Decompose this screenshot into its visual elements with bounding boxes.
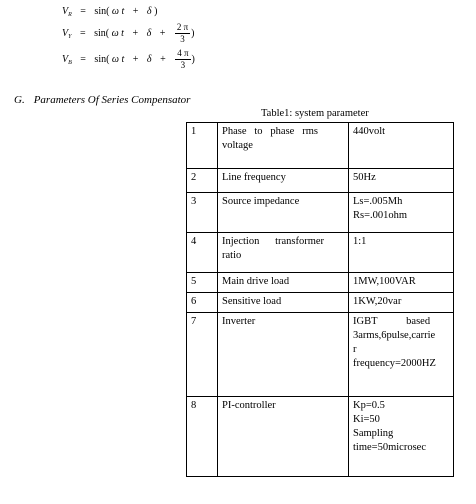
section-heading: G. Parameters Of Series Compensator	[14, 94, 191, 106]
parameter-value-line: 1KW,20var	[353, 296, 402, 307]
fraction: $\frac{2 \pi}{3}$	[176, 22, 189, 44]
table-row	[187, 273, 454, 293]
row-number: 6	[187, 293, 218, 313]
parameter-value-line: Ki=50	[353, 414, 380, 425]
parameter-value-line: 440volt	[353, 126, 386, 137]
parameter-value-line: 1:1	[353, 236, 367, 247]
parameter-value-line: IGBT based	[353, 316, 431, 327]
equation-vy: $V_Y = \sin$( ω t + δ + $\frac{2 \pi}{3}$ )	[62, 22, 195, 44]
parameter-name-line: Inverter	[222, 316, 256, 327]
parameter-value	[349, 293, 454, 313]
table-caption: Table1: system parameter	[261, 108, 369, 119]
parameter-table	[186, 122, 454, 477]
parameter-value-line: r	[353, 344, 357, 355]
parameter-value-line: Rs=.001ohm	[353, 210, 408, 221]
table-row	[187, 293, 454, 313]
row-number: 4	[187, 233, 218, 273]
parameter-name	[218, 397, 349, 477]
equation-vb: $V_B = \sin$( ω t + δ + $\frac{4 \pi}{3}$ )	[62, 48, 195, 70]
row-number: 3	[187, 193, 218, 233]
parameter-name-line: PI-controller	[222, 400, 276, 411]
parameter-value	[349, 397, 454, 477]
parameter-name-line: ratio	[222, 250, 242, 261]
parameter-name	[218, 193, 349, 233]
parameter-name	[218, 123, 349, 169]
table-row	[187, 193, 454, 233]
equation-vr: $V_R = \sin$( ω t + δ )	[62, 6, 158, 18]
row-number: 8	[187, 397, 218, 477]
parameter-name-line: Source impedance	[222, 196, 300, 207]
parameter-name-line: Injection transformer	[222, 236, 325, 247]
parameter-value-line: Ls=.005Mh	[353, 196, 403, 207]
row-number: 1	[187, 123, 218, 169]
parameter-value-line: Sampling	[353, 428, 394, 439]
table-row	[187, 169, 454, 193]
parameter-value-line: 1MW,100VAR	[353, 276, 416, 287]
parameter-value	[349, 273, 454, 293]
parameter-name	[218, 169, 349, 193]
parameter-name-line: voltage	[222, 140, 253, 151]
parameter-value	[349, 233, 454, 273]
row-number: 2	[187, 169, 218, 193]
parameter-value	[349, 123, 454, 169]
parameter-value	[349, 169, 454, 193]
parameter-value	[349, 193, 454, 233]
parameter-name-line: Main drive load	[222, 276, 290, 287]
table-row	[187, 397, 454, 477]
parameter-value-line: time=50microsec	[353, 442, 426, 453]
parameter-value	[349, 313, 454, 397]
parameter-name-line: Sensitive load	[222, 296, 282, 307]
parameter-name-line: Phase to phase rms	[222, 126, 318, 137]
table-row	[187, 233, 454, 273]
row-number: 5	[187, 273, 218, 293]
parameter-name	[218, 293, 349, 313]
parameter-name	[218, 313, 349, 397]
table-row	[187, 313, 454, 397]
parameter-name	[218, 273, 349, 293]
table-row	[187, 123, 454, 169]
row-number: 7	[187, 313, 218, 397]
fraction: $\frac{4 \pi}{3}$	[177, 48, 189, 70]
parameter-value-line: frequency=2000HZ	[353, 358, 436, 369]
parameter-value-line: 3arms,6pulse,carrie	[353, 330, 436, 341]
parameter-value-line: Kp=0.5	[353, 400, 385, 411]
parameter-name-line: Line frequency	[222, 172, 286, 183]
parameter-value-line: 50Hz	[353, 172, 376, 183]
parameter-name	[218, 233, 349, 273]
